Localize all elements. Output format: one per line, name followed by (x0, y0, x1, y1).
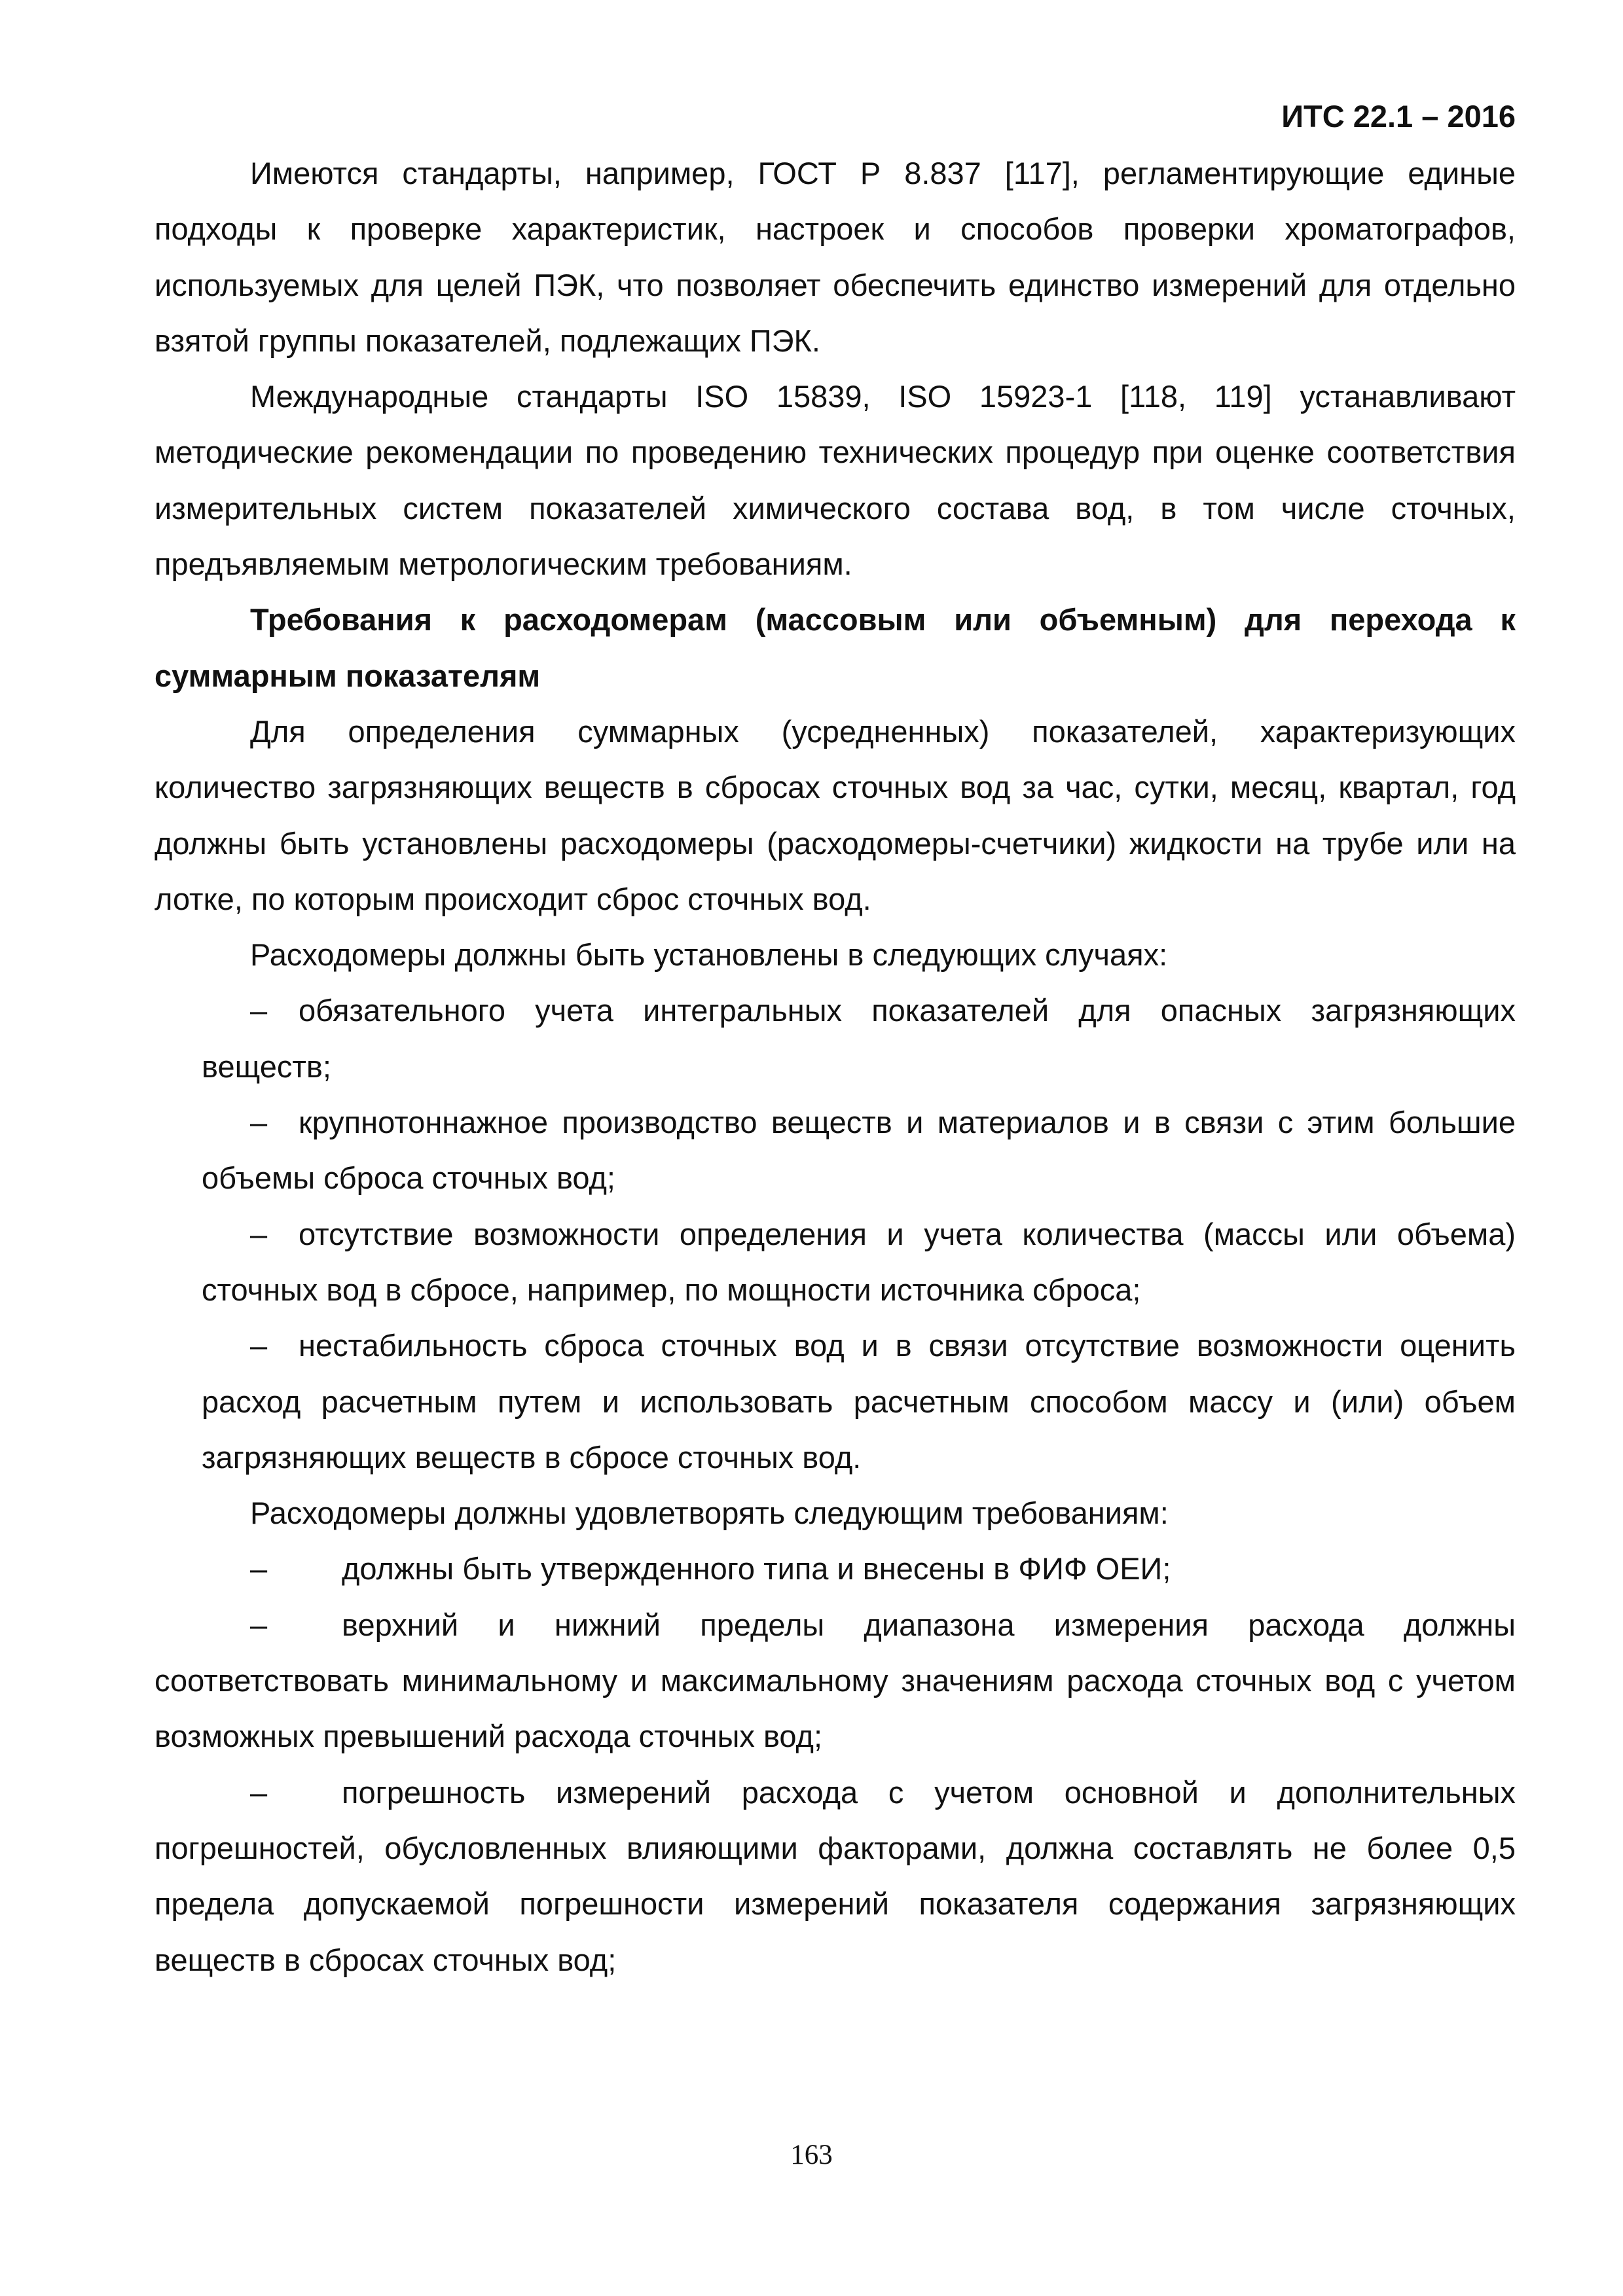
paragraph-iso-standards: Международные стандарты ISO 15839, ISO 15923-1 [118, 119] устанавливают методические рекомендации по проведению технических процедур при оценке соответствия измерительных систем показателей химического состава вод, в том числе сточных, предъявляемым метрологическим требованиям. (155, 379, 1516, 582)
list-item (202, 1094, 1516, 1206)
list-item-text: верхний и нижний пределы диапазона измерения расхода должны соответствовать минимальному и максимальному значениям расхода сточных вод с учетом возможных превышений расхода сточных вод; (155, 1607, 1516, 1754)
list-item-text: нестабильность сброса сточных вод и в связи отсутствие возможности оценить расход расчетным путем и использовать расчетным способом массу и (или) объем загрязняющих веществ в сбросе сточных вод. (202, 1328, 1516, 1475)
list-item-text: должны быть утвержденного типа и внесены в ФИФ ОЕИ; (342, 1551, 1171, 1587)
dash-marker: – (250, 1607, 268, 1642)
list-item (202, 1318, 1516, 1485)
dash-marker: – (250, 1105, 268, 1140)
list-item (202, 982, 1516, 1094)
section-heading: Требования к расходомерам (массовым или объемным) для перехода к суммарным показателям (155, 602, 1516, 693)
list-item (155, 1765, 1516, 1988)
list-item (155, 1597, 1516, 1765)
paragraph-totals: Для определения суммарных (усредненных) показателей, характеризующих количество загрязняющих веществ в сбросах сточных вод за час, сутки, месяц, квартал, год должны быть установлены расходомеры (расходомеры-счетчики) жидкости на трубе или на лотке, по которым происходит сброс сточных вод. (155, 713, 1516, 916)
dash-marker: – (250, 993, 268, 1028)
list-item-text: погрешность измерений расхода с учетом основной и дополнительных погрешностей, обусловленных влияющими факторами, должна составлять не более 0,5 предела допускаемой погрешности измерений показателя содержания загрязняющих веществ в сбросах сточных вод; (155, 1774, 1516, 1977)
paragraph-requirements-intro: Расходомеры должны удовлетворять следующим требованиям: (250, 1496, 1169, 1531)
dash-marker: – (250, 1551, 268, 1587)
list-item-text: крупнотоннажное производство веществ и материалов и в связи с этим большие объемы сброса сточных вод; (202, 1105, 1516, 1196)
document-body (155, 145, 1516, 1988)
dash-marker: – (250, 1328, 268, 1363)
document-header: ИТС 22.1 – 2016 (1281, 99, 1516, 134)
paragraph-standards: Имеются стандарты, например, ГОСТ Р 8.837 [117], регламентирующие единые подходы к проверке характеристик, настроек и способов проверки хроматографов, используемых для целей ПЭК, что позволяет обеспечить единство измерений для отдельно взятой группы показателей, подлежащих ПЭК. (155, 156, 1516, 358)
list-item-text: отсутствие возможности определения и учета количества (массы или объема) сточных вод в сбросе, например, по мощности источника сброса; (202, 1216, 1516, 1307)
list-item-text: обязательного учета интегральных показателей для опасных загрязняющих веществ; (202, 993, 1516, 1084)
list-item (155, 1541, 1516, 1596)
paragraph-cases-intro: Расходомеры должны быть установлены в следующих случаях: (250, 937, 1168, 973)
list-item (202, 1206, 1516, 1318)
dash-marker: – (250, 1774, 268, 1810)
dash-marker: – (250, 1216, 268, 1251)
page-number: 163 (790, 2140, 833, 2170)
